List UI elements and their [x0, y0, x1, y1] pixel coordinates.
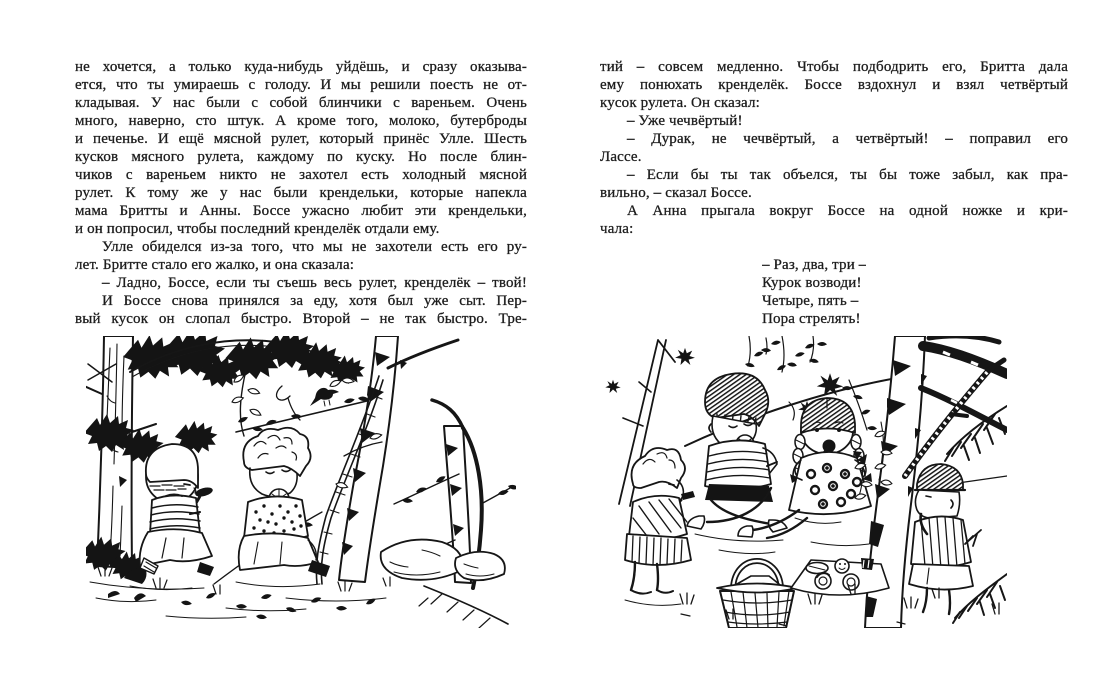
text-line: и он попросил, чтобы последний кренделёк отдали ему.: [75, 221, 440, 237]
capped-boy: [909, 464, 973, 614]
forest-snack-illustration: [86, 336, 516, 628]
text-line: вильно, – сказал Боссе.: [600, 185, 752, 201]
text-line: кусок рулета. Он сказал:: [600, 95, 760, 111]
spiral-bun-2: [843, 574, 859, 590]
text-line: Курок возводи!: [762, 275, 862, 291]
bun-with-dots: [835, 559, 849, 573]
text-line: чала:: [600, 221, 634, 237]
picnic-cloth: [791, 558, 889, 595]
rocks: [381, 540, 508, 628]
text-line: вый кусок он слопал быстро. Второй – не так быстро. Тре-: [75, 311, 527, 327]
text-line: много, наверно, сто штук. А кроме того, молоко, бутерброды: [75, 113, 527, 129]
text-line: – Раз, два, три –: [762, 257, 867, 273]
text-line: не хочется, а только куда-нибудь уйдёшь, и сразу оказыва-: [75, 59, 527, 75]
text-line: Улле обиделся из-за того, что мы не захотели есть его ру-: [102, 239, 527, 255]
text-line: лет. Бритте стало его жалко, и она сказала:: [75, 257, 355, 273]
left-page-text-column: [75, 58, 527, 328]
text-line: тий – совсем медленно. Чтобы подбодрить его, Бритта дала: [600, 59, 1068, 75]
cap: [917, 464, 963, 490]
text-line: рулет. К тому же у нас были крендельки, которые напекла: [75, 185, 527, 201]
text-line: чиков с вареньем никто не захотел есть холодный мясной: [75, 167, 527, 183]
picnic-illustration: [599, 336, 1007, 628]
text-line: – Ладно, Боссе, если ты съешь весь рулет, кренделёк – твой!: [102, 275, 527, 291]
text-line: Четыре, пять –: [762, 293, 859, 309]
text-line: ется, что ты умираешь с голоду. И мы решили поесть не от-: [75, 77, 527, 93]
verse-block: [762, 256, 866, 328]
text-line: ему понюхать кренделёк. Боссе вздохнул и взял четвёртый: [600, 77, 1068, 93]
text-line: А Анна прыгала вокруг Боссе на одной ножке и кри-: [627, 203, 1068, 219]
text-line: кусков мясного рулета, каждому по куску. Но после блин-: [75, 149, 527, 165]
picnic-drawing: [599, 336, 1007, 628]
text-line: И Боссе снова принялся за еду, хотя был уже сыт. Пер-: [102, 293, 527, 309]
text-line: – Уже чечвёртый!: [627, 113, 743, 129]
bird-icon: [310, 388, 339, 406]
text-line: Лассе.: [600, 149, 642, 165]
right-page-text-column: [600, 58, 1068, 238]
forest-snack-drawing: [86, 336, 516, 628]
crosslegged-boy: [687, 373, 787, 532]
text-line: – Если бы ты так объелся, ты бы тоже забыл, как пра-: [627, 167, 1068, 183]
text-line: и печенье. И ещё мясной рулет, который принёс Улле. Шесть: [75, 131, 527, 147]
text-line: кладывая. У нас были с собой блинчики с вареньем. Очень: [75, 95, 527, 111]
text-line: мама Бритты и Анны. Боссе ужасно любит эти крендельки,: [75, 203, 527, 219]
squatting-boy: [625, 448, 695, 605]
toddler-eating: [236, 428, 330, 587]
toddler-shoe: [308, 560, 330, 577]
text-line: Пора стрелять!: [762, 311, 861, 327]
text-line: – Дурак, не чечвёртый, а четвёртый! – поправил его: [627, 131, 1068, 147]
